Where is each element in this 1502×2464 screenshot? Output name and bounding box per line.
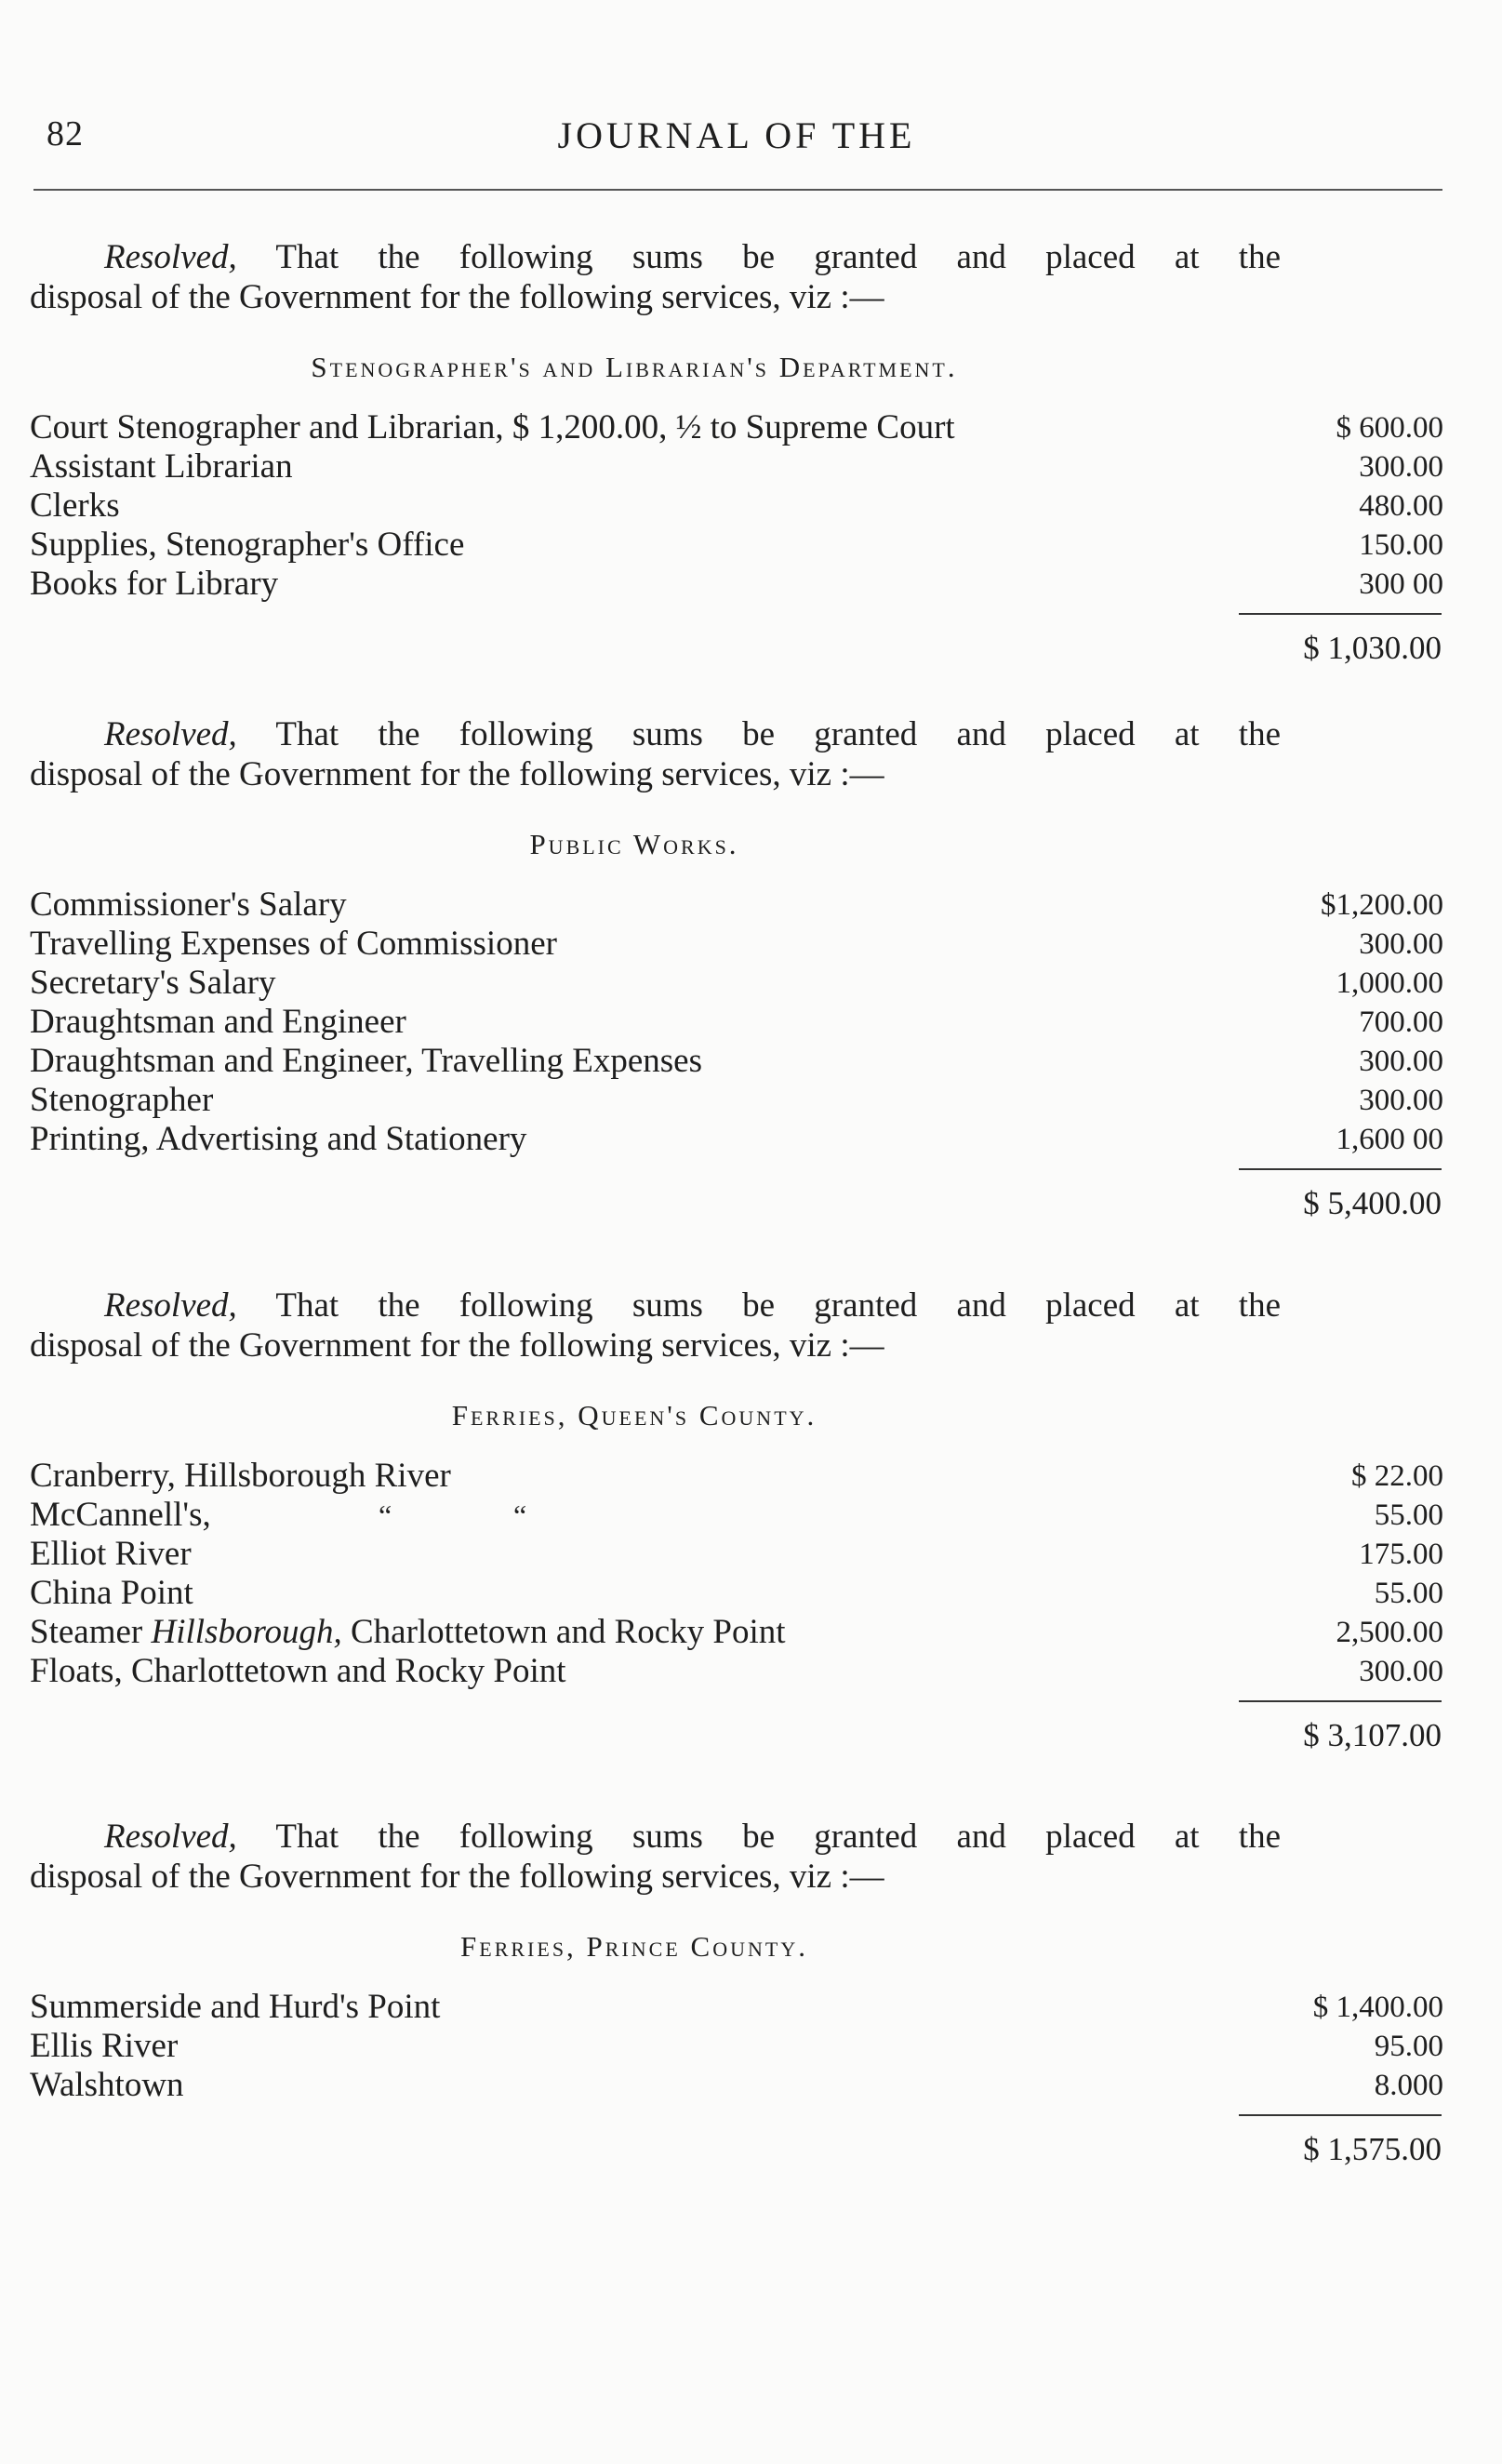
item-label-suffix: Charlottetown and Rocky Point xyxy=(341,1613,786,1651)
resolution-paragraph xyxy=(30,237,1281,317)
item-label: China Point xyxy=(30,1574,193,1612)
item-amount: 150.00 xyxy=(1359,528,1443,562)
resolved-word: Resolved, xyxy=(104,238,237,276)
ditto-mark: “ xyxy=(513,1498,527,1532)
appropriation-row xyxy=(30,447,1443,486)
appropriation-row xyxy=(30,486,1443,526)
item-label: Summerside and Hurd's Point xyxy=(30,1988,441,2026)
appropriation-row xyxy=(30,886,1443,925)
section-ferries-queens-county xyxy=(30,1285,1443,1754)
item-label: Assistant Librarian xyxy=(30,447,293,486)
section-public-works xyxy=(30,714,1443,1222)
item-amount: 480.00 xyxy=(1359,489,1443,523)
appropriation-list xyxy=(30,1457,1443,1691)
appropriation-row xyxy=(30,1457,1443,1496)
appropriation-row xyxy=(30,1081,1443,1120)
item-amount: 700.00 xyxy=(1359,1006,1443,1039)
item-label: Draughtsman and Engineer xyxy=(30,1003,406,1041)
item-amount: 300.00 xyxy=(1359,450,1443,484)
resolution-paragraph xyxy=(30,714,1281,794)
appropriation-row xyxy=(30,1652,1443,1691)
item-amount: $ 22.00 xyxy=(1351,1459,1443,1493)
section-stenographers-librarians xyxy=(30,237,1443,667)
item-label-prefix: Steamer xyxy=(30,1613,152,1651)
item-amount: 300.00 xyxy=(1359,1655,1443,1688)
appropriation-row xyxy=(30,1535,1443,1574)
appropriation-row xyxy=(30,964,1443,1003)
section-total: $ 1,030.00 xyxy=(1303,630,1442,666)
item-label xyxy=(30,1613,786,1652)
item-amount: $ 600.00 xyxy=(1336,411,1443,445)
item-amount: 300 00 xyxy=(1359,567,1443,601)
resolved-word: Resolved, xyxy=(104,1286,237,1325)
ditto-mark: “ xyxy=(379,1498,392,1532)
appropriation-list xyxy=(30,408,1443,604)
item-amount: 300.00 xyxy=(1359,927,1443,961)
resolved-word: Resolved, xyxy=(104,1818,237,1856)
item-amount: 1,600 00 xyxy=(1336,1123,1443,1156)
item-label: Floats, Charlottetown and Rocky Point xyxy=(30,1652,566,1690)
resolution-line-2: disposal of the Government for the following services, viz :— xyxy=(30,755,884,793)
total-rule xyxy=(1239,1168,1442,1170)
appropriation-row xyxy=(30,565,1443,604)
item-amount: 300.00 xyxy=(1359,1045,1443,1078)
item-label: Secretary's Salary xyxy=(30,964,276,1002)
department-heading: Ferries, Prince County. xyxy=(460,1930,808,1963)
resolution-line-1: That the following sums be granted and placed at the xyxy=(236,1818,1281,1856)
resolution-paragraph xyxy=(30,1817,1281,1897)
resolution-paragraph xyxy=(30,1285,1281,1365)
appropriation-row xyxy=(30,1042,1443,1081)
resolution-line-1: That the following sums be granted and placed at the xyxy=(236,715,1281,753)
resolution-line-2: disposal of the Government for the following services, viz :— xyxy=(30,1858,884,1896)
appropriation-row xyxy=(30,1496,1443,1535)
item-amount: 300.00 xyxy=(1359,1084,1443,1117)
appropriation-list xyxy=(30,886,1443,1159)
appropriation-row xyxy=(30,2066,1443,2105)
resolution-line-2: disposal of the Government for the following services, viz :— xyxy=(30,278,884,316)
item-amount: 55.00 xyxy=(1374,1577,1443,1610)
appropriation-row xyxy=(30,1613,1443,1652)
item-amount: 1,000.00 xyxy=(1336,966,1443,1000)
total-rule xyxy=(1239,2114,1442,2116)
item-label: Books for Library xyxy=(30,565,279,603)
section-total: $ 1,575.00 xyxy=(1303,2131,1442,2167)
appropriation-row xyxy=(30,1003,1443,1042)
appropriation-row xyxy=(30,2027,1443,2066)
item-label: Commissioner's Salary xyxy=(30,886,347,924)
appropriation-row xyxy=(30,1120,1443,1159)
item-amount: $1,200.00 xyxy=(1321,888,1443,922)
appropriation-row xyxy=(30,1988,1443,2027)
vessel-name: Hillsborough, xyxy=(151,1613,342,1651)
total-rule xyxy=(1239,613,1442,615)
department-heading: Stenographer's and Librarian's Department. xyxy=(311,351,958,383)
department-heading: Ferries, Queen's County. xyxy=(451,1399,817,1432)
resolution-line-2: disposal of the Government for the following services, viz :— xyxy=(30,1326,884,1365)
item-label: Travelling Expenses of Commissioner xyxy=(30,925,557,963)
item-label: Supplies, Stenographer's Office xyxy=(30,526,465,564)
item-label: Draughtsman and Engineer, Travelling Expenses xyxy=(30,1042,702,1080)
appropriation-row xyxy=(30,408,1443,447)
item-amount: 95.00 xyxy=(1374,2030,1443,2063)
appropriation-row xyxy=(30,526,1443,565)
resolved-word: Resolved, xyxy=(104,715,237,753)
running-head: JOURNAL OF THE xyxy=(557,114,916,156)
resolution-line-1: That the following sums be granted and placed at the xyxy=(236,238,1281,276)
item-label: Elliot River xyxy=(30,1535,192,1573)
item-label: McCannell's, xyxy=(30,1496,211,1534)
section-total: $ 5,400.00 xyxy=(1303,1185,1442,1221)
total-rule xyxy=(1239,1700,1442,1702)
header-rule xyxy=(33,189,1442,191)
item-amount: 175.00 xyxy=(1359,1538,1443,1571)
item-amount: 2,500.00 xyxy=(1336,1616,1443,1649)
item-label: Walshtown xyxy=(30,2066,184,2104)
item-label: Stenographer xyxy=(30,1081,214,1119)
section-total: $ 3,107.00 xyxy=(1303,1717,1442,1753)
item-label: Cranberry, Hillsborough River xyxy=(30,1457,451,1495)
item-label: Court Stenographer and Librarian, $ 1,200.00, ½ to Supreme Court xyxy=(30,408,955,446)
section-ferries-prince-county xyxy=(30,1817,1443,2168)
appropriation-row xyxy=(30,925,1443,964)
item-amount: 8.000 xyxy=(1374,2069,1443,2102)
resolution-line-1: That the following sums be granted and placed at the xyxy=(236,1286,1281,1325)
appropriation-row xyxy=(30,1574,1443,1613)
page-header xyxy=(30,113,1443,169)
item-amount: $ 1,400.00 xyxy=(1312,1991,1443,2024)
page-number: 82 xyxy=(47,114,84,153)
item-label: Clerks xyxy=(30,486,120,525)
department-heading: Public Works. xyxy=(529,828,739,860)
appropriation-list xyxy=(30,1988,1443,2105)
item-amount: 55.00 xyxy=(1374,1498,1443,1532)
item-label: Printing, Advertising and Stationery xyxy=(30,1120,527,1158)
item-label: Ellis River xyxy=(30,2027,179,2065)
